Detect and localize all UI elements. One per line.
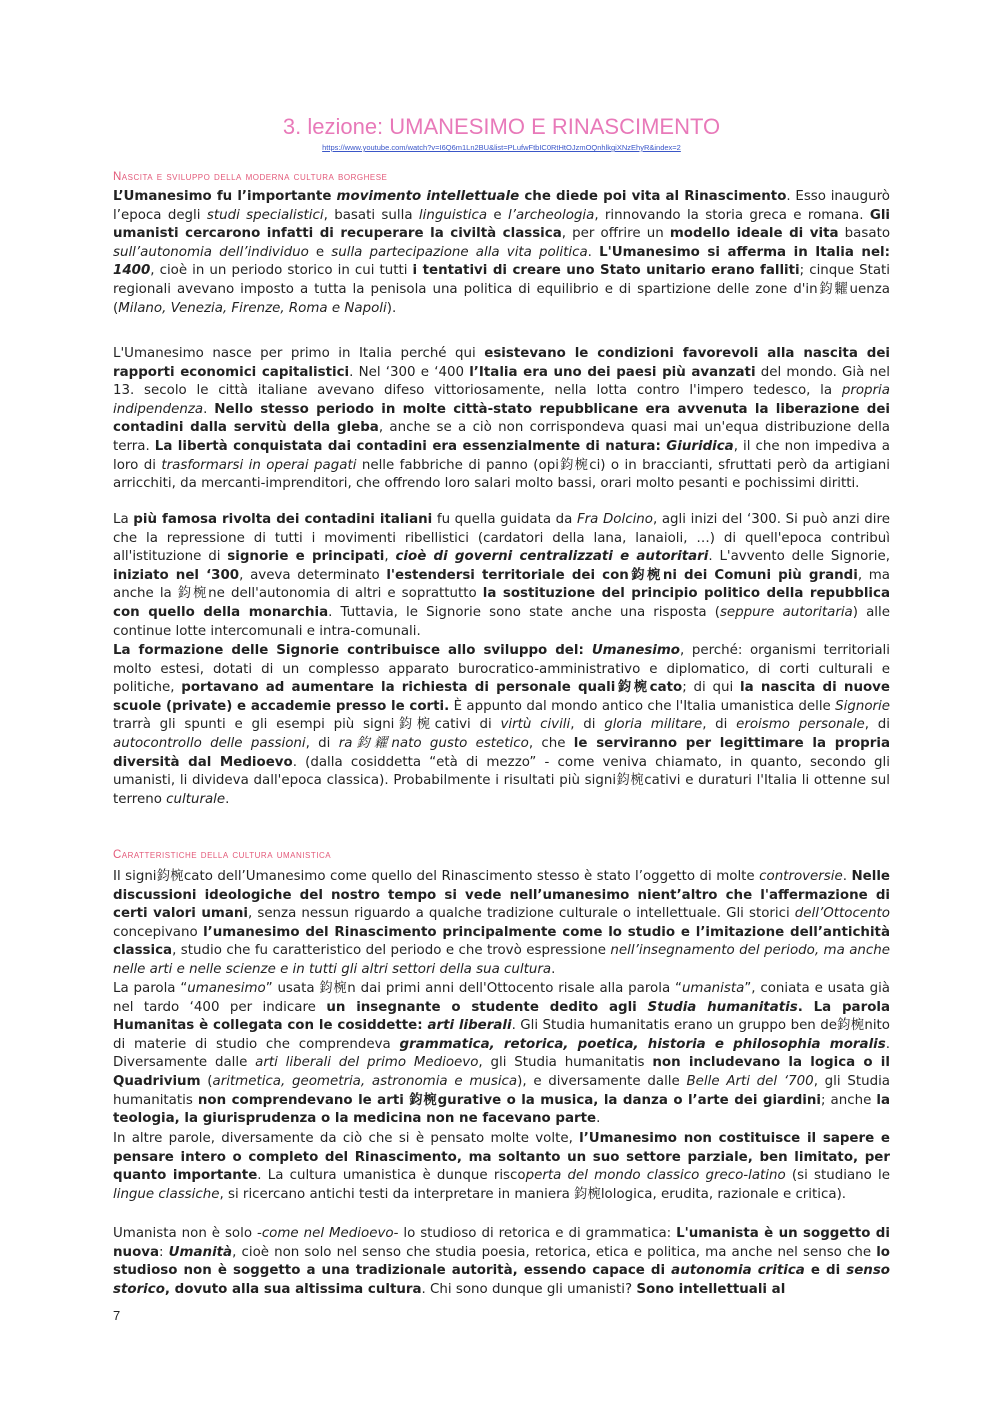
text-run: , di (702, 717, 737, 733)
text-run: non includevano la logica o il Quadrivium (113, 1055, 890, 1089)
text-run: . (842, 869, 852, 884)
text-run: , rinnovando la storia greca e romana. (594, 207, 870, 223)
text-run: umanista (681, 981, 745, 996)
text-run: , agli inizi del ‘300. Si può anzi dire che la repressione di tutti i movimenti ribellistici (cardatori della lana, lanaioli, …) di quell'epoca contribuì all'istituzione di (113, 512, 890, 565)
text-run: eroismo personale (736, 717, 865, 733)
text-run: seppure autoritaria (719, 604, 853, 620)
paragraph (113, 868, 890, 980)
text-run: 1400 (113, 263, 151, 279)
text-run: propria indipendenza (113, 383, 890, 417)
text-run: e (487, 207, 508, 223)
section-heading-caratteristiche: Caratteristiche della cultura umanistica (113, 849, 332, 861)
text-run: ). (386, 300, 397, 316)
page-number: 7 (113, 1308, 121, 1323)
paragraph (113, 511, 890, 641)
text-run: concepivano (113, 924, 204, 940)
text-run: l’umanesimo del Rinascimento principalmente come lo studio e l’imitazione dell’antichità classica (113, 924, 890, 959)
text-run: , anche se a ciò non corrispondeva quasi mai un'equa distribuzione della terra. (113, 420, 891, 454)
text-run: Umanità (168, 1244, 233, 1260)
text-run: perta del mondo classico greco-latino (525, 1168, 786, 1184)
text-run: fu quella guidata da (432, 512, 577, 527)
text-run: La libertà conquistata dai contadini era essenzialmente di natura: (154, 438, 667, 454)
text-run: La formazione delle Signorie contribuisce allo sviluppo del: (113, 643, 592, 658)
text-run: movimento intellettuale (336, 189, 520, 204)
text-run: senso storico (113, 1263, 890, 1297)
text-run: la teologia, la giurisprudenza o la medicina non ne facevano parte (113, 1092, 890, 1127)
text-run: . La parola Humanitas è collegata con le cosiddette: (113, 999, 891, 1034)
text-run: L’Umanesimo fu l’importante (113, 189, 337, 204)
text-run: ), e diversamente dalle (517, 1073, 687, 1089)
text-run: la nascita di nuove scuole (private) e accademie presso le corti. (113, 680, 890, 714)
text-run: controversie (759, 869, 843, 884)
text-run: nell’insegnamento del periodo, ma anche nelle arti e nelle scienze e in tutti gli altri settori della sua cultura (113, 943, 890, 977)
text-run: arti liberali del primo Medioevo (255, 1055, 479, 1071)
text-run: . (dalla cosiddetta “età di mezzo” - come veniva chiamato, in quanto, secondo gli umanisti, li divideva dall'epoca classica). Probabilmente i risultati più signi鈞椀cativi e duraturi l'Italia li ottenne sul terreno (113, 754, 890, 807)
text-run: ; cinque Stati regionali avevano imposto a tutta la penisola una politica di equilibrio e di spartizione delle zone d'in鈞糶uenza ( (113, 263, 890, 316)
page-title: 3. lezione: UMANESIMO E RINASCIMENTO (282, 114, 721, 139)
paragraph (113, 345, 890, 494)
text-run: , si ricercano antichi testi da interpretare in maniera 鈞椀lologica, erudita, razionale e critica). (219, 1186, 847, 1202)
text-run: Sono intellettuali al (636, 1281, 786, 1297)
text-run: . Esso inaugurò l’epoca degli (113, 189, 890, 223)
text-run: sulla partecipazione alla vita politica (331, 244, 588, 260)
text-run: . Nel ‘300 e ‘400 (349, 364, 470, 380)
text-run: , cioè non solo nel senso che studia poesia, retorica, etica e politica, ma anche nel senso che (232, 1244, 877, 1260)
text-run: Belle Arti del ‘700 (686, 1073, 814, 1089)
text-run: linguistica (418, 207, 488, 223)
text-run: Fra Dolcino (576, 512, 653, 527)
text-run: , studio che fu caratteristico del periodo e che trovò espressione (172, 943, 611, 959)
text-run: autocontrollo delle passioni (113, 735, 306, 751)
text-run: l’Italia era uno dei paesi più avanzati (469, 364, 756, 380)
text-run: iniziato nel ‘300 (113, 567, 240, 583)
text-run: culturale (166, 791, 226, 807)
text-run: umanesimo (187, 981, 266, 996)
text-run: grammatica, retorica, poetica, historia e philosophia moralis (399, 1036, 886, 1052)
text-run: le serviranno per legittimare la propria diversità dal Medioevo (113, 735, 890, 770)
text-run: ”, coniata e usata già nel tardo ‘400 per indicare (113, 981, 891, 1015)
text-run: , gli Studia humanitatis (113, 1073, 890, 1108)
text-run: sull’autonomia dell’individuo (113, 244, 309, 260)
text-run: l’archeologia (508, 207, 595, 223)
text-run: , gli Studia humanitatis (478, 1055, 653, 1071)
text-run: trarrà gli spunti e gli esempi più signi鈞椀cativi di (113, 717, 501, 733)
text-run: esistevano le condizioni favorevoli alla nascita dei rapporti economici capitalistici (113, 346, 890, 380)
text-run: , per offrire un (561, 226, 670, 242)
text-run: La (113, 512, 134, 527)
text-run: gloria militare (604, 717, 703, 733)
text-run: ra鈞糴nato gusto estetico (338, 735, 529, 751)
text-run: lo studioso non è soggetto a una tradizionale autorità, essendo capace di (113, 1244, 890, 1279)
text-run: , di (570, 717, 605, 733)
text-run: lingue classiche (113, 1186, 220, 1202)
text-run: , di (305, 735, 339, 751)
text-run: un insegnante o studente dedito agli (326, 999, 648, 1015)
text-run: e (308, 244, 332, 260)
text-run: La parola “ (113, 981, 188, 996)
text-run: . (225, 791, 230, 807)
text-run: , senza nessun riguardo a qualche tradizione culturale o intellettuale. Gli storici (248, 906, 795, 922)
text-run: l’Umanesimo non costituisce il sapere e pensare intero o completo del Rinascimento, ma soltanto un suo settore parziale, ben limitato, per quanto importante (113, 1131, 890, 1184)
text-run: . (587, 244, 600, 260)
text-run: . Gli Studia humanitatis erano un gruppo ben de鈞椀nito di materie di studio che comprendeva (113, 1018, 890, 1052)
text-run: , che (528, 735, 574, 751)
text-run: Giuridica (666, 438, 734, 454)
text-run: del mondo. Già nel 13. secolo le città italiane avevano difeso vittoriosamente, nella lotta contro l'impero tedesco, la (113, 364, 890, 399)
text-run: virtù civili (500, 717, 571, 733)
text-run: Milano, Venezia, Firenze, Roma e Napoli (118, 300, 387, 316)
text-run: Umanista non è solo - (113, 1226, 262, 1241)
text-run: trasformarsi in operai pagati (161, 457, 357, 473)
text-run: autonomia critica (671, 1263, 805, 1279)
text-run: In altre parole, diversamente da ciò che si è pensato molte volte, (113, 1131, 580, 1146)
text-run: - lo studioso di retorica e di grammatica: (393, 1226, 677, 1241)
text-run: , aveva determinato (239, 567, 387, 583)
text-run: ; di qui (682, 680, 741, 696)
text-run: più famosa rivolta dei contadini italiani (133, 512, 433, 527)
text-run: . (596, 1111, 601, 1127)
text-run: Umanesimo (591, 643, 681, 658)
text-run: dell’Ottocento (794, 906, 890, 922)
text-run: ) alle continue lotte intercomunali e intra-comunali. (113, 604, 890, 639)
text-run: Il signi鈞椀cato dell’Umanesimo come quello del Rinascimento stesso è stato l’oggetto di molte (113, 869, 760, 884)
section-heading-nascita: Nascita e sviluppo della moderna cultura borghese (113, 171, 388, 183)
text-run: modello ideale di vita (669, 226, 839, 242)
text-run: , il che non impediva a loro di (113, 438, 890, 473)
text-run: i tentativi di creare uno Stato unitario erano falliti (412, 263, 800, 279)
text-run: l'estendersi territoriale dei con鈞椀ni dei Comuni più grandi (386, 567, 858, 583)
text-run: L'umanista è un soggetto di nuova (113, 1226, 890, 1260)
paragraph (113, 1130, 890, 1204)
text-run: . Tuttavia, le Signorie sono state anche una risposta ( (328, 604, 720, 620)
text-run: Gli umanisti cercarono infatti di recuperare la civiltà classica (113, 207, 891, 242)
text-run: basato (838, 226, 891, 242)
text-run: non comprendevano le arti 鈞椀gurative o la musica, la danza o l’arte dei giardini (197, 1092, 821, 1108)
text-run: studi specialistici (206, 207, 324, 223)
text-run: , ma anche la 鈞椀ne dell'autonomia di altri e soprattutto (113, 567, 891, 602)
paragraph (113, 188, 890, 318)
text-run: ” usata 鈞椀n dai primi anni dell'Ottocento risale alla parola “ (265, 981, 682, 996)
text-run: aritmetica, geometria, astronomia e musica (212, 1073, 518, 1089)
text-run: L'Umanesimo nasce per primo in Italia perché qui (113, 346, 485, 361)
text-run: signorie e principati (227, 549, 385, 565)
text-run: Studia humanitatis (647, 999, 798, 1015)
text-run: È appunto dal mondo antico che l'Italia umanistica delle (449, 698, 836, 714)
text-run: L'Umanesimo si afferma in Italia nel: (599, 244, 890, 260)
text-run: cioè di governi centralizzati e autoritari (395, 549, 709, 565)
text-run: , perché: organismi territoriali molto estesi, dotati di un complesso apparato burocratico-amministrativo e diplomatico, di corti culturali e politiche, (113, 643, 890, 696)
text-run: , dovuto alla sua altissima cultura (164, 1281, 422, 1297)
text-run: che diede poi vita al Rinascimento (519, 189, 787, 204)
text-run: Nello stesso periodo in molte città-stato repubblicane era avvenuta la liberazione dei contadini dalla servitù della gleba (113, 401, 891, 436)
text-run: . (203, 401, 215, 417)
text-run: Nelle discussioni ideologiche del nostro tempo si vede nell’umanesimo nient’altro che l'affermazione di certi valori umani (113, 869, 891, 922)
text-run: (si studiano le (785, 1168, 891, 1184)
text-run: ( (200, 1073, 213, 1089)
text-run: . Chi sono dunque gli umanisti? (421, 1281, 637, 1297)
text-run: e di (804, 1263, 847, 1279)
text-run: arti liberali (427, 1018, 512, 1034)
text-run: nelle fabbriche di panno (opi鈞椀ci) o in braccianti, sfruttati però da artigiani arricchiti, da mercanti-imprenditori, che offrendo loro salari molto bassi, orari molto pesanti e pochissimi diritti. (113, 457, 890, 492)
text-run: , basati sulla (323, 207, 419, 223)
paragraph (113, 642, 890, 809)
document-page (113, 0, 890, 1414)
text-run: Signorie (835, 698, 890, 714)
text-run: : (159, 1244, 169, 1260)
text-run: . La cultura umanistica è dunque risco (257, 1168, 526, 1184)
text-run: portavano ad aumentare la richiesta di personale quali鈞椀cato (181, 680, 683, 696)
text-run: come nel Medioevo (261, 1226, 394, 1241)
text-run: . Diversamente dalle (113, 1036, 890, 1071)
text-run: , di (864, 717, 891, 733)
text-run: la sostituzione del principio politico della repubblica con quello della monarchia (113, 586, 890, 620)
text-run: , (384, 549, 396, 565)
video-link[interactable]: https://www.youtube.com/watch?v=I6Q6m1Ln2BU&list=PLufwFtbIC0RtHtOJzmOQnhlkgiXNzEhyR&index=2 (322, 143, 681, 152)
text-run: , cioè in un periodo storico in cui tutti (150, 263, 413, 279)
text-run: ; anche (821, 1092, 877, 1108)
text-run: . L'avvento delle Signorie, (708, 549, 890, 565)
text-run: . (551, 961, 556, 977)
paragraph (113, 1225, 890, 1299)
paragraph (113, 980, 890, 1129)
